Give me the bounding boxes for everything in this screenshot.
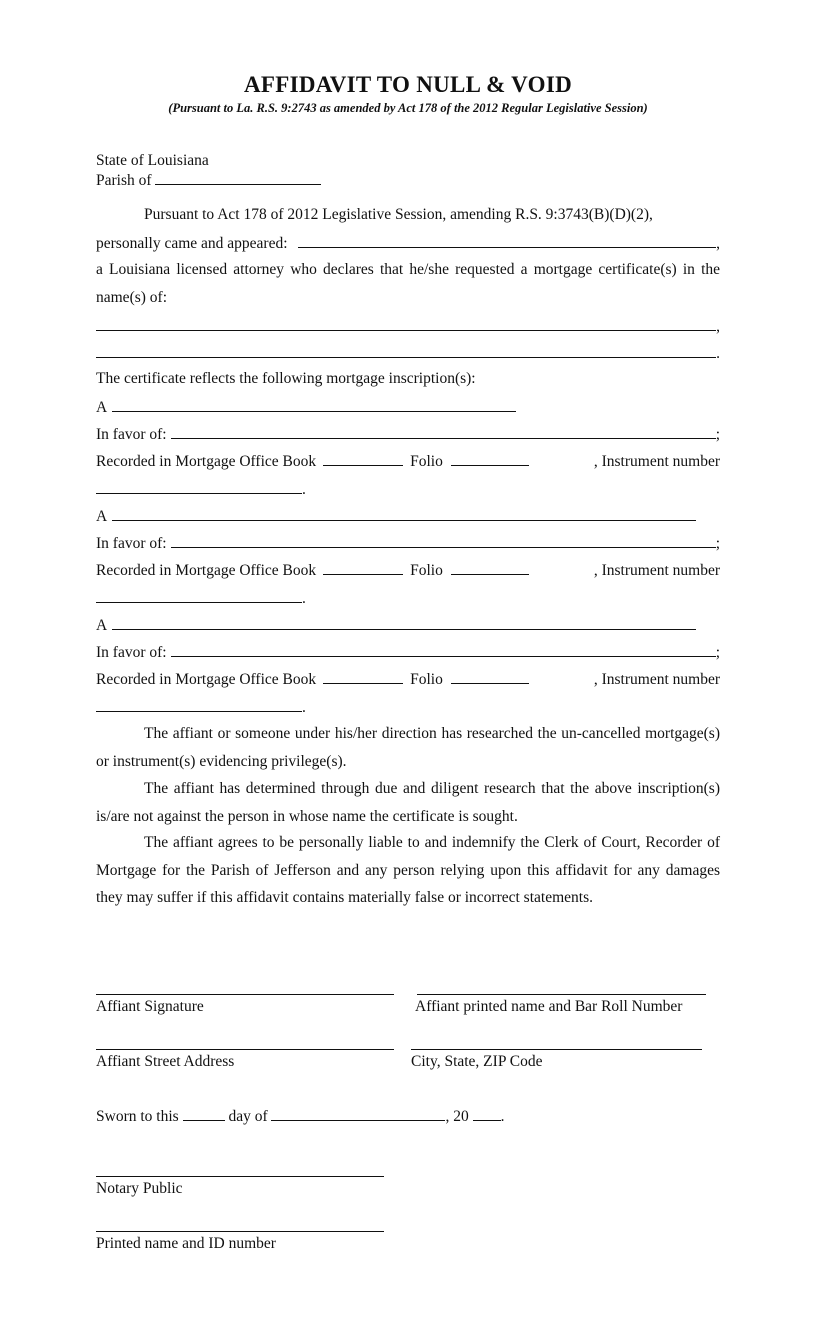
indemnify-paragraph [96, 829, 720, 912]
attorney-paragraph [96, 256, 720, 311]
inscription-3-a-line [96, 615, 720, 635]
inscription-1-folio-label: Folio [410, 453, 443, 470]
notary-public-label: Notary Public [96, 1180, 183, 1197]
state-label: State of Louisiana [96, 152, 209, 169]
intro-text-1: Pursuant to Act 178 of 2012 Legislative Session, amending R.S. 9:3743(B)(D)(2), [144, 206, 653, 223]
inscription-1-a-line [96, 397, 720, 417]
parish-label: Parish of [96, 172, 152, 189]
inscription-3-a-label: A [96, 617, 107, 634]
notary-printed-name-line[interactable] [96, 1231, 384, 1232]
affiant-signature-label: Affiant Signature [96, 998, 204, 1015]
inscription-1-recorded-label: Recorded in Mortgage Office Book [96, 453, 317, 470]
title-block [0, 70, 816, 116]
inscription-2-favor-line [96, 533, 720, 553]
sworn-day-blank[interactable] [183, 1106, 225, 1121]
inscription-3-favor-blank[interactable] [171, 642, 716, 657]
inscription-2-a-line [96, 506, 720, 526]
appeared-blank[interactable] [298, 233, 717, 248]
inscription-1-favor-label: In favor of: [96, 426, 167, 443]
inscription-2-book-blank[interactable] [323, 560, 403, 575]
names-period: . [716, 345, 720, 362]
affiant-signature-line[interactable] [96, 994, 394, 995]
city-state-zip-label: City, State, ZIP Code [411, 1053, 543, 1070]
street-address-line[interactable] [96, 1049, 394, 1050]
inscription-3-favor-line [96, 642, 720, 662]
sworn-prefix: Sworn to this [96, 1108, 179, 1125]
inscription-2-favor-blank[interactable] [171, 533, 716, 548]
city-state-zip-line[interactable] [411, 1049, 702, 1050]
indemnify-text: The affiant agrees to be personally liable to and indemnify the Clerk of Court, Recorder of Mortgage for the Parish of Jefferson and any person relying upon this affidavit for any damages they may suffer if this affidavit contains materially false or incorrect statements. [96, 834, 720, 906]
affiant-printed-name-line[interactable] [417, 994, 706, 995]
inscription-1-favor-line [96, 424, 720, 444]
inscription-2-instrument-line [96, 588, 720, 608]
research-text: The affiant or someone under his/her direction has researched the un-cancelled mortgage(s) or instrument(s) evidencing privilege(s). [96, 725, 720, 770]
inscription-3-book-blank[interactable] [323, 669, 403, 684]
inscription-3-folio-label: Folio [410, 671, 443, 688]
notary-printed-name-label: Printed name and ID number [96, 1235, 276, 1252]
determination-text: The affiant has determined through due and diligent research that the above inscription(s) is/are not against the person in whose name the certificate is sought. [96, 780, 720, 825]
sworn-year-prefix: , 20 [445, 1108, 469, 1125]
inscription-2-folio-blank[interactable] [451, 560, 529, 575]
inscription-3-folio-blank[interactable] [451, 669, 529, 684]
inscription-1-semicolon: ; [715, 426, 720, 443]
inscription-2-recorded-label: Recorded in Mortgage Office Book [96, 562, 317, 579]
inscription-2-instrument-label: , Instrument number [593, 562, 720, 579]
names-blank-1[interactable] [96, 316, 716, 331]
determination-paragraph [96, 775, 720, 830]
inscription-2-instrument-blank[interactable] [96, 588, 302, 603]
sworn-line [96, 1106, 504, 1127]
appeared-label: personally came and appeared: [96, 235, 288, 252]
inscription-1-a-blank[interactable] [112, 397, 516, 412]
inscription-1-instrument-label: , Instrument number [593, 453, 720, 470]
affiant-printed-name-label: Affiant printed name and Bar Roll Number [415, 998, 683, 1015]
inscriptions-heading [96, 369, 720, 389]
inscription-1-recorded-line [96, 451, 720, 471]
inscription-1-instrument-line [96, 479, 720, 499]
inscription-1-period: . [302, 481, 306, 498]
inscription-1-book-blank[interactable] [323, 451, 403, 466]
inscription-2-favor-label: In favor of: [96, 535, 167, 552]
parish-blank[interactable] [155, 170, 321, 185]
attorney-text: a Louisiana licensed attorney who declares that he/she requested a mortgage certificate(s) in the name(s) of: [96, 261, 720, 306]
sworn-day-of: day of [228, 1108, 268, 1125]
inscription-1-favor-blank[interactable] [171, 424, 716, 439]
inscription-2-period: . [302, 590, 306, 607]
street-address-label: Affiant Street Address [96, 1053, 235, 1070]
inscriptions-heading-text: The certificate reflects the following mortgage inscription(s): [96, 370, 476, 387]
sworn-year-blank[interactable] [473, 1106, 501, 1121]
inscription-3-instrument-line [96, 697, 720, 717]
sworn-suffix: . [500, 1108, 505, 1125]
notary-signature-line[interactable] [96, 1176, 384, 1177]
inscription-3-favor-label: In favor of: [96, 644, 167, 661]
inscription-3-recorded-label: Recorded in Mortgage Office Book [96, 671, 317, 688]
names-line-2 [96, 343, 720, 363]
sworn-month-blank[interactable] [271, 1106, 445, 1121]
inscription-3-recorded-line [96, 669, 720, 689]
parish-line [96, 170, 720, 190]
inscription-3-semicolon: ; [715, 644, 720, 661]
inscription-2-a-label: A [96, 508, 107, 525]
inscription-2-a-blank[interactable] [112, 506, 696, 521]
document-title: AFFIDAVIT TO NULL & VOID [244, 72, 572, 97]
research-paragraph [96, 720, 720, 775]
intro-line-1 [96, 205, 768, 225]
appeared-comma: , [716, 235, 720, 252]
inscription-3-a-blank[interactable] [112, 615, 696, 630]
inscription-2-semicolon: ; [715, 535, 720, 552]
appeared-line [96, 233, 720, 253]
inscription-3-instrument-blank[interactable] [96, 697, 302, 712]
inscription-1-folio-blank[interactable] [451, 451, 529, 466]
state-line [96, 151, 720, 171]
document-subtitle: (Pursuant to La. R.S. 9:2743 as amended by Act 178 of the 2012 Regular Legislative Session) [168, 101, 648, 115]
names-blank-2[interactable] [96, 343, 716, 358]
inscription-1-instrument-blank[interactable] [96, 479, 302, 494]
inscription-2-recorded-line [96, 560, 720, 580]
names-comma: , [716, 318, 720, 335]
inscription-1-a-label: A [96, 399, 107, 416]
names-line-1 [96, 316, 720, 336]
inscription-3-instrument-label: , Instrument number [593, 671, 720, 688]
inscription-2-folio-label: Folio [410, 562, 443, 579]
inscription-3-period: . [302, 699, 306, 716]
